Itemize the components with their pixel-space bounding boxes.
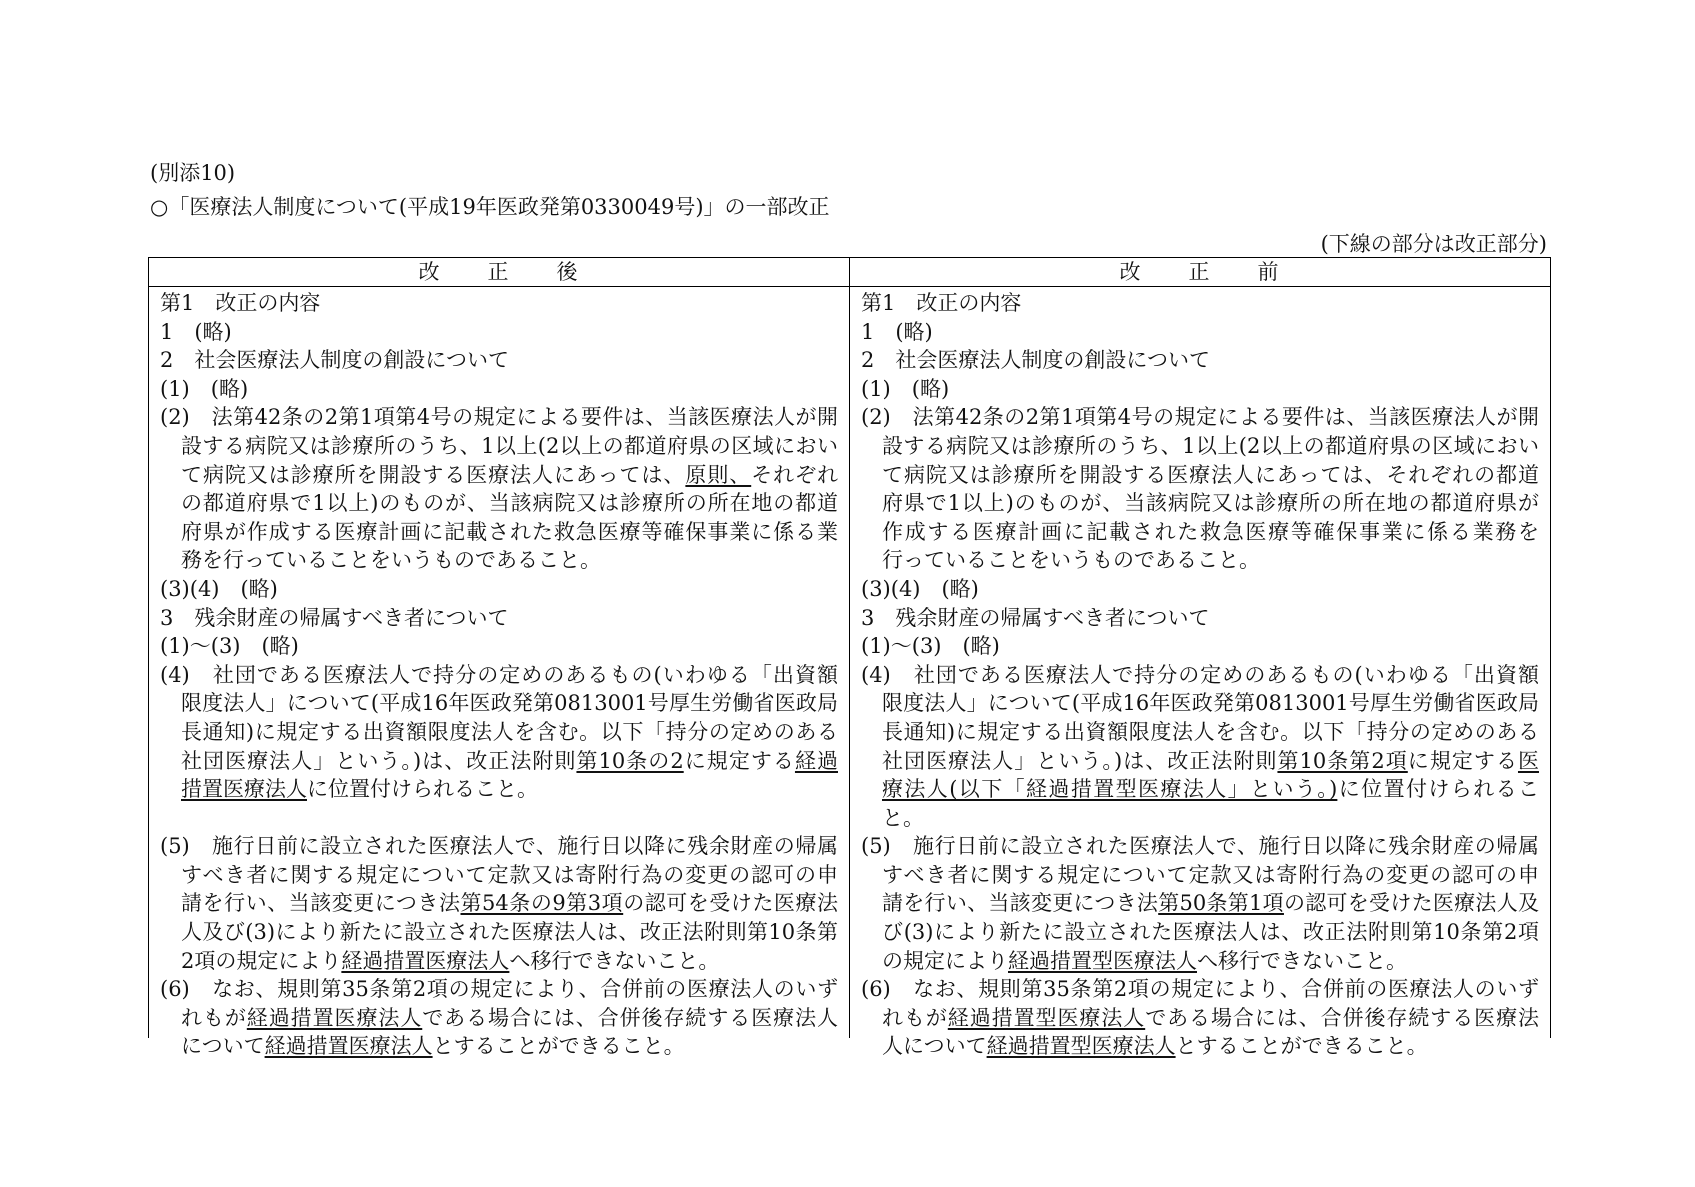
text-line (160, 546, 838, 575)
text-segment: (2) 法第42条の2第1項第4号の規定による要件は、当該医療法人が開 (861, 405, 1539, 430)
text-segment: 1 (略) (861, 319, 933, 344)
text-line (160, 661, 838, 690)
amended-text: 第10条の2 (576, 748, 684, 773)
amended-text: 経過措置医療法人 (264, 1034, 433, 1059)
text-segment: れもが (181, 1005, 247, 1030)
paragraph (861, 661, 1539, 833)
amended-text: 医 (1517, 748, 1539, 773)
text-line (160, 718, 838, 747)
amended-text: 経過 (794, 748, 838, 773)
text-line (160, 632, 838, 661)
text-line (861, 775, 1539, 804)
text-segment: 2 社会医療法人制度の創設について (160, 348, 509, 373)
text-segment: 務を行っていることをいうものであること。 (181, 548, 601, 573)
text-segment: 請を行い、当該変更につき法 (181, 891, 461, 916)
text-segment: 第1 改正の内容 (160, 291, 321, 315)
text-segment: (1) (略) (861, 376, 950, 401)
text-line (861, 518, 1539, 547)
text-line (861, 747, 1539, 776)
amended-text: 経過措置型医療法人 (986, 1034, 1176, 1059)
text-line (861, 604, 1539, 633)
text-line (861, 661, 1539, 690)
text-line (861, 832, 1539, 861)
text-segment: に位置付けられること。 (307, 777, 538, 802)
paragraph (160, 832, 838, 975)
text-line (861, 947, 1539, 976)
paragraph (160, 346, 838, 375)
paragraph (861, 289, 1539, 318)
amended-text: 第54条の9第3項 (460, 891, 624, 916)
text-segment: 1 (略) (160, 319, 232, 344)
paragraph (160, 975, 838, 1061)
text-line (160, 918, 838, 947)
text-segment: 社団医療法人」という。)は、改正法附則 (882, 748, 1278, 773)
amended-text: 療法人(以下「経過措置型医療法人」という。) (882, 777, 1338, 802)
paragraph (861, 575, 1539, 604)
text-segment: 3 残余財産の帰属すべき者について (160, 605, 509, 630)
text-line (861, 432, 1539, 461)
text-line (160, 489, 838, 518)
header-before-revision: 改 正 前 (1119, 260, 1281, 284)
text-segment: それぞれ (751, 462, 839, 487)
text-line (861, 1032, 1539, 1061)
text-segment: へ移行できないこと。 (509, 948, 720, 973)
text-line (160, 832, 838, 861)
text-segment: (4) 社団である医療法人で持分の定めのあるもの(いわゆる「出資額 (861, 662, 1539, 687)
text-line (861, 889, 1539, 918)
text-segment: び(3)により新たに設立された医療法人は、改正法附則第10条第2項 (882, 920, 1539, 945)
paragraph (160, 289, 838, 318)
text-segment: 2 社会医療法人制度の創設について (861, 348, 1210, 373)
text-line (861, 318, 1539, 347)
text-line (861, 546, 1539, 575)
text-segment: である場合には、合併後存続する医療法人 (422, 1005, 839, 1030)
text-line (861, 804, 1539, 833)
amended-text: 第10条第2項 (1277, 748, 1408, 773)
text-line (160, 575, 838, 604)
text-segment: (3)(4) (略) (861, 576, 979, 601)
text-line (861, 289, 1539, 318)
text-line (861, 1004, 1539, 1033)
text-segment: 限度法人」について(平成16年医政発第0813001号厚生労働省医政局 (181, 691, 838, 716)
text-line (861, 489, 1539, 518)
text-line (160, 775, 838, 804)
text-line (160, 461, 838, 490)
text-line (160, 1004, 838, 1033)
paragraph (861, 403, 1539, 575)
text-segment: 第1 改正の内容 (861, 291, 1022, 315)
text-segment: て病院又は診療所を開設する医療法人にあっては、それぞれの都道 (882, 462, 1539, 487)
text-line (160, 346, 838, 375)
amended-text: 措置医療法人 (181, 777, 307, 802)
text-line (160, 318, 838, 347)
text-segment: すべき者に関する規定について定款又は寄附行為の変更の認可の申 (882, 862, 1539, 887)
amended-text: 原則、 (685, 462, 752, 487)
text-line (160, 689, 838, 718)
text-segment: すべき者に関する規定について定款又は寄附行為の変更の認可の申 (181, 862, 838, 887)
text-line (160, 289, 838, 318)
text-segment: 人及び(3)により新たに設立された医療法人は、改正法附則第10条第 (181, 920, 838, 945)
text-line (160, 604, 838, 633)
text-line (861, 575, 1539, 604)
text-segment: (6) なお、規則第35条第2項の規定により、合併前の医療法人のいず (861, 977, 1539, 1002)
amended-text: 経過措置型医療法人 (947, 1005, 1146, 1030)
text-segment: 2項の規定により (181, 948, 342, 973)
text-line (160, 747, 838, 776)
text-line (861, 632, 1539, 661)
text-segment: の認可を受けた医療法人及 (1283, 891, 1539, 916)
text-line (861, 975, 1539, 1004)
text-line (861, 346, 1539, 375)
paragraph (861, 975, 1539, 1061)
text-segment: 請を行い、当該変更につき法 (882, 891, 1159, 916)
paragraph (861, 318, 1539, 347)
underline-note: (下線の部分は改正部分) (1320, 232, 1547, 256)
header-after-revision: 改 正 後 (149, 258, 850, 286)
text-line (160, 1032, 838, 1061)
text-segment: 設する病院又は診療所のうち、1以上(2以上の都道府県の区域におい (181, 433, 838, 458)
text-segment: (4) 社団である医療法人で持分の定めのあるもの(いわゆる「出資額 (160, 662, 838, 687)
text-segment: (2) 法第42条の2第1項第4号の規定による要件は、当該医療法人が開 (160, 405, 838, 430)
text-segment: (1) (略) (160, 376, 249, 401)
text-segment: (1)～(3) (略) (160, 634, 299, 659)
amended-text: 経過措置型医療法人 (1008, 948, 1197, 973)
text-line (160, 403, 838, 432)
text-segment: である場合には、合併後存続する医療法 (1145, 1005, 1540, 1030)
text-segment: て病院又は診療所を開設する医療法人にあっては、 (181, 462, 686, 487)
text-line (861, 375, 1539, 404)
paragraph (160, 632, 838, 661)
text-line (160, 975, 838, 1004)
amended-text: 経過措置医療法人 (341, 948, 510, 973)
text-segment: 長通知)に規定する出資額限度法人を含む。以下「持分の定めのある (882, 719, 1539, 744)
text-segment: の規定により (882, 948, 1008, 973)
text-segment: 府県が作成する医療計画に記載された救急医療等確保事業に係る業 (181, 519, 838, 544)
before-revision-column (861, 289, 1539, 1061)
paragraph (861, 375, 1539, 404)
text-line (160, 375, 838, 404)
column-divider (849, 258, 850, 1038)
paragraph (160, 575, 838, 604)
text-segment: とすることができること。 (1175, 1034, 1428, 1059)
after-revision-column (160, 289, 838, 1061)
text-line (160, 947, 838, 976)
text-segment: 3 残余財産の帰属すべき者について (861, 605, 1210, 630)
comparison-table (148, 257, 1551, 1059)
text-segment: の都道府県で1以上)のものが、当該病院又は診療所の所在地の都道 (181, 491, 838, 516)
amended-text: 経過措置医療法人 (246, 1005, 423, 1030)
text-segment: れもが (882, 1005, 948, 1030)
text-line (861, 403, 1539, 432)
text-line (160, 518, 838, 547)
text-segment: について (181, 1034, 265, 1059)
text-segment: (5) 施行日前に設立された医療法人で、施行日以降に残余財産の帰属 (861, 834, 1539, 859)
paragraph (160, 403, 838, 575)
text-segment: へ移行できないこと。 (1197, 948, 1407, 973)
text-line (160, 889, 838, 918)
text-line (861, 918, 1539, 947)
text-segment: とすることができること。 (432, 1034, 685, 1059)
text-segment: 社団医療法人」という。)は、改正法附則 (181, 748, 577, 773)
text-segment: に規定する (1407, 748, 1518, 773)
paragraph (160, 604, 838, 633)
text-line (861, 718, 1539, 747)
text-segment: 限度法人」について(平成16年医政発第0813001号厚生労働省医政局 (882, 691, 1539, 716)
paragraph (861, 346, 1539, 375)
text-segment: に規定する (683, 748, 795, 773)
paragraph (861, 604, 1539, 633)
paragraph (160, 318, 838, 347)
paragraph (160, 661, 838, 804)
attachment-label: (別添10) (150, 161, 236, 185)
paragraph (160, 375, 838, 404)
amended-text: 第50条第1項 (1158, 891, 1284, 916)
text-segment: (1)～(3) (略) (861, 634, 1000, 659)
text-segment: 府県で1以上)のものが、当該病院又は診療所の所在地の都道府県が (882, 491, 1539, 516)
blank-spacer (160, 804, 838, 833)
text-segment: 行っていることをいうものであること。 (882, 548, 1260, 573)
text-line (160, 432, 838, 461)
document-title: ○「医療法人制度について(平成19年医政発第0330049号)」の一部改正 (150, 195, 830, 219)
text-segment: と。 (882, 805, 924, 830)
paragraph (861, 632, 1539, 661)
text-line (861, 689, 1539, 718)
text-segment: に位置付けられるこ (1337, 777, 1540, 802)
text-segment: 作成する医療計画に記載された救急医療等確保事業に係る業務を (882, 519, 1539, 544)
text-segment: の認可を受けた医療法 (623, 891, 838, 916)
text-segment: (6) なお、規則第35条第2項の規定により、合併前の医療法人のいず (160, 977, 838, 1002)
text-segment: 長通知)に規定する出資額限度法人を含む。以下「持分の定めのある (181, 719, 838, 744)
text-segment: 設する病院又は診療所のうち、1以上(2以上の都道府県の区域におい (882, 433, 1539, 458)
paragraph (861, 832, 1539, 975)
text-line (861, 461, 1539, 490)
text-segment: (3)(4) (略) (160, 576, 278, 601)
text-segment: 人について (882, 1034, 987, 1059)
text-line (160, 861, 838, 890)
text-segment: (5) 施行日前に設立された医療法人で、施行日以降に残余財産の帰属 (160, 834, 838, 859)
text-line (861, 861, 1539, 890)
